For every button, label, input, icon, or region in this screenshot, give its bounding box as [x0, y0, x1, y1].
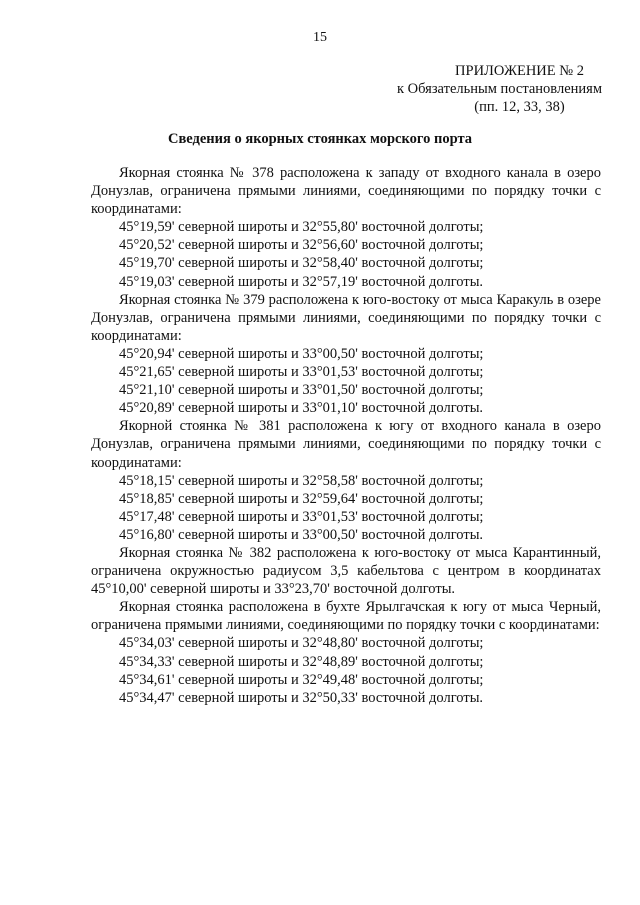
- anchorage-block-382: [91, 544, 601, 598]
- coordinate-line: 45°34,47' северной широты и 32°50,33' восточной долготы.: [119, 689, 484, 706]
- anchorage-block-379: [91, 291, 601, 418]
- page-number: 15: [313, 30, 327, 45]
- coordinate-line: 45°20,52' северной широты и 32°56,60' восточной долготы;: [119, 237, 484, 254]
- anchorage-description: Якорная стоянка № 378 расположена к западу от входного канала в озеро Донузлав, ограничена прямыми линиями, соединяющими по порядку точки с координатами:: [91, 165, 601, 218]
- anchorage-description: Якорной стоянка № 381 расположена к югу от входного канала в озеро Донузлав, ограничена прямыми линиями, соединяющими по порядку точки с координатами:: [91, 418, 601, 471]
- appendix-references: (пп. 12, 33, 38): [474, 99, 565, 115]
- coordinate-line: 45°34,61' северной широты и 32°49,48' восточной долготы;: [119, 671, 484, 688]
- coordinate-line: 45°21,65' северной широты и 33°01,53' восточной долготы;: [119, 364, 484, 381]
- coordinate-line: 45°20,94' северной широты и 33°00,50' восточной долготы;: [119, 345, 484, 362]
- appendix-subtitle: к Обязательным постановлениям: [397, 81, 602, 97]
- coordinate-line: 45°19,03' северной широты и 32°57,19' восточной долготы.: [119, 273, 484, 290]
- document-heading: Сведения о якорных стоянках морского порта: [167, 131, 473, 147]
- coordinate-line: 45°19,59' северной широты и 32°55,80' восточной долготы;: [119, 219, 484, 236]
- coordinate-line: 45°17,48' северной широты и 33°01,53' восточной долготы;: [119, 508, 484, 525]
- anchorage-description: Якорная стоянка № 382 расположена к юго-востоку от мыса Карантинный, ограничена окружностью радиусом 3,5 кабельтова с центром в координатах 45°10,00' северной широты и 33°23,70' восточной долготы.: [91, 544, 601, 598]
- anchorage-block-yarylgach: [91, 598, 601, 707]
- anchorage-description: Якорная стоянка расположена в бухте Ярылгачская к югу от мыса Черный, ограничена прямыми линиями, соединяющими по порядку точки с координатами:: [91, 599, 601, 634]
- document-body: [91, 164, 601, 707]
- coordinate-line: 45°34,03' северной широты и 32°48,80' восточной долготы;: [119, 635, 484, 652]
- coordinate-line: 45°19,70' северной широты и 32°58,40' восточной долготы;: [119, 255, 484, 272]
- appendix-header: [397, 62, 602, 116]
- coordinate-line: 45°34,33' северной широты и 32°48,89' восточной долготы;: [119, 653, 484, 670]
- coordinate-line: 45°20,89' северной широты и 33°01,10' восточной долготы.: [119, 400, 484, 417]
- anchorage-description: Якорная стоянка № 379 расположена к юго-востоку от мыса Каракуль в озере Донузлав, ограничена прямыми линиями, соединяющими по порядку точки с координатами:: [91, 291, 601, 344]
- anchorage-block-381: [91, 417, 601, 544]
- coordinate-line: 45°18,85' северной широты и 32°59,64' восточной долготы;: [119, 490, 484, 507]
- appendix-title: ПРИЛОЖЕНИЕ № 2: [455, 63, 584, 79]
- coordinate-line: 45°16,80' северной широты и 33°00,50' восточной долготы.: [119, 526, 484, 543]
- anchorage-block-378: [91, 164, 601, 291]
- coordinate-line: 45°18,15' северной широты и 32°58,58' восточной долготы;: [119, 472, 484, 489]
- coordinate-line: 45°21,10' северной широты и 33°01,50' восточной долготы;: [119, 382, 484, 399]
